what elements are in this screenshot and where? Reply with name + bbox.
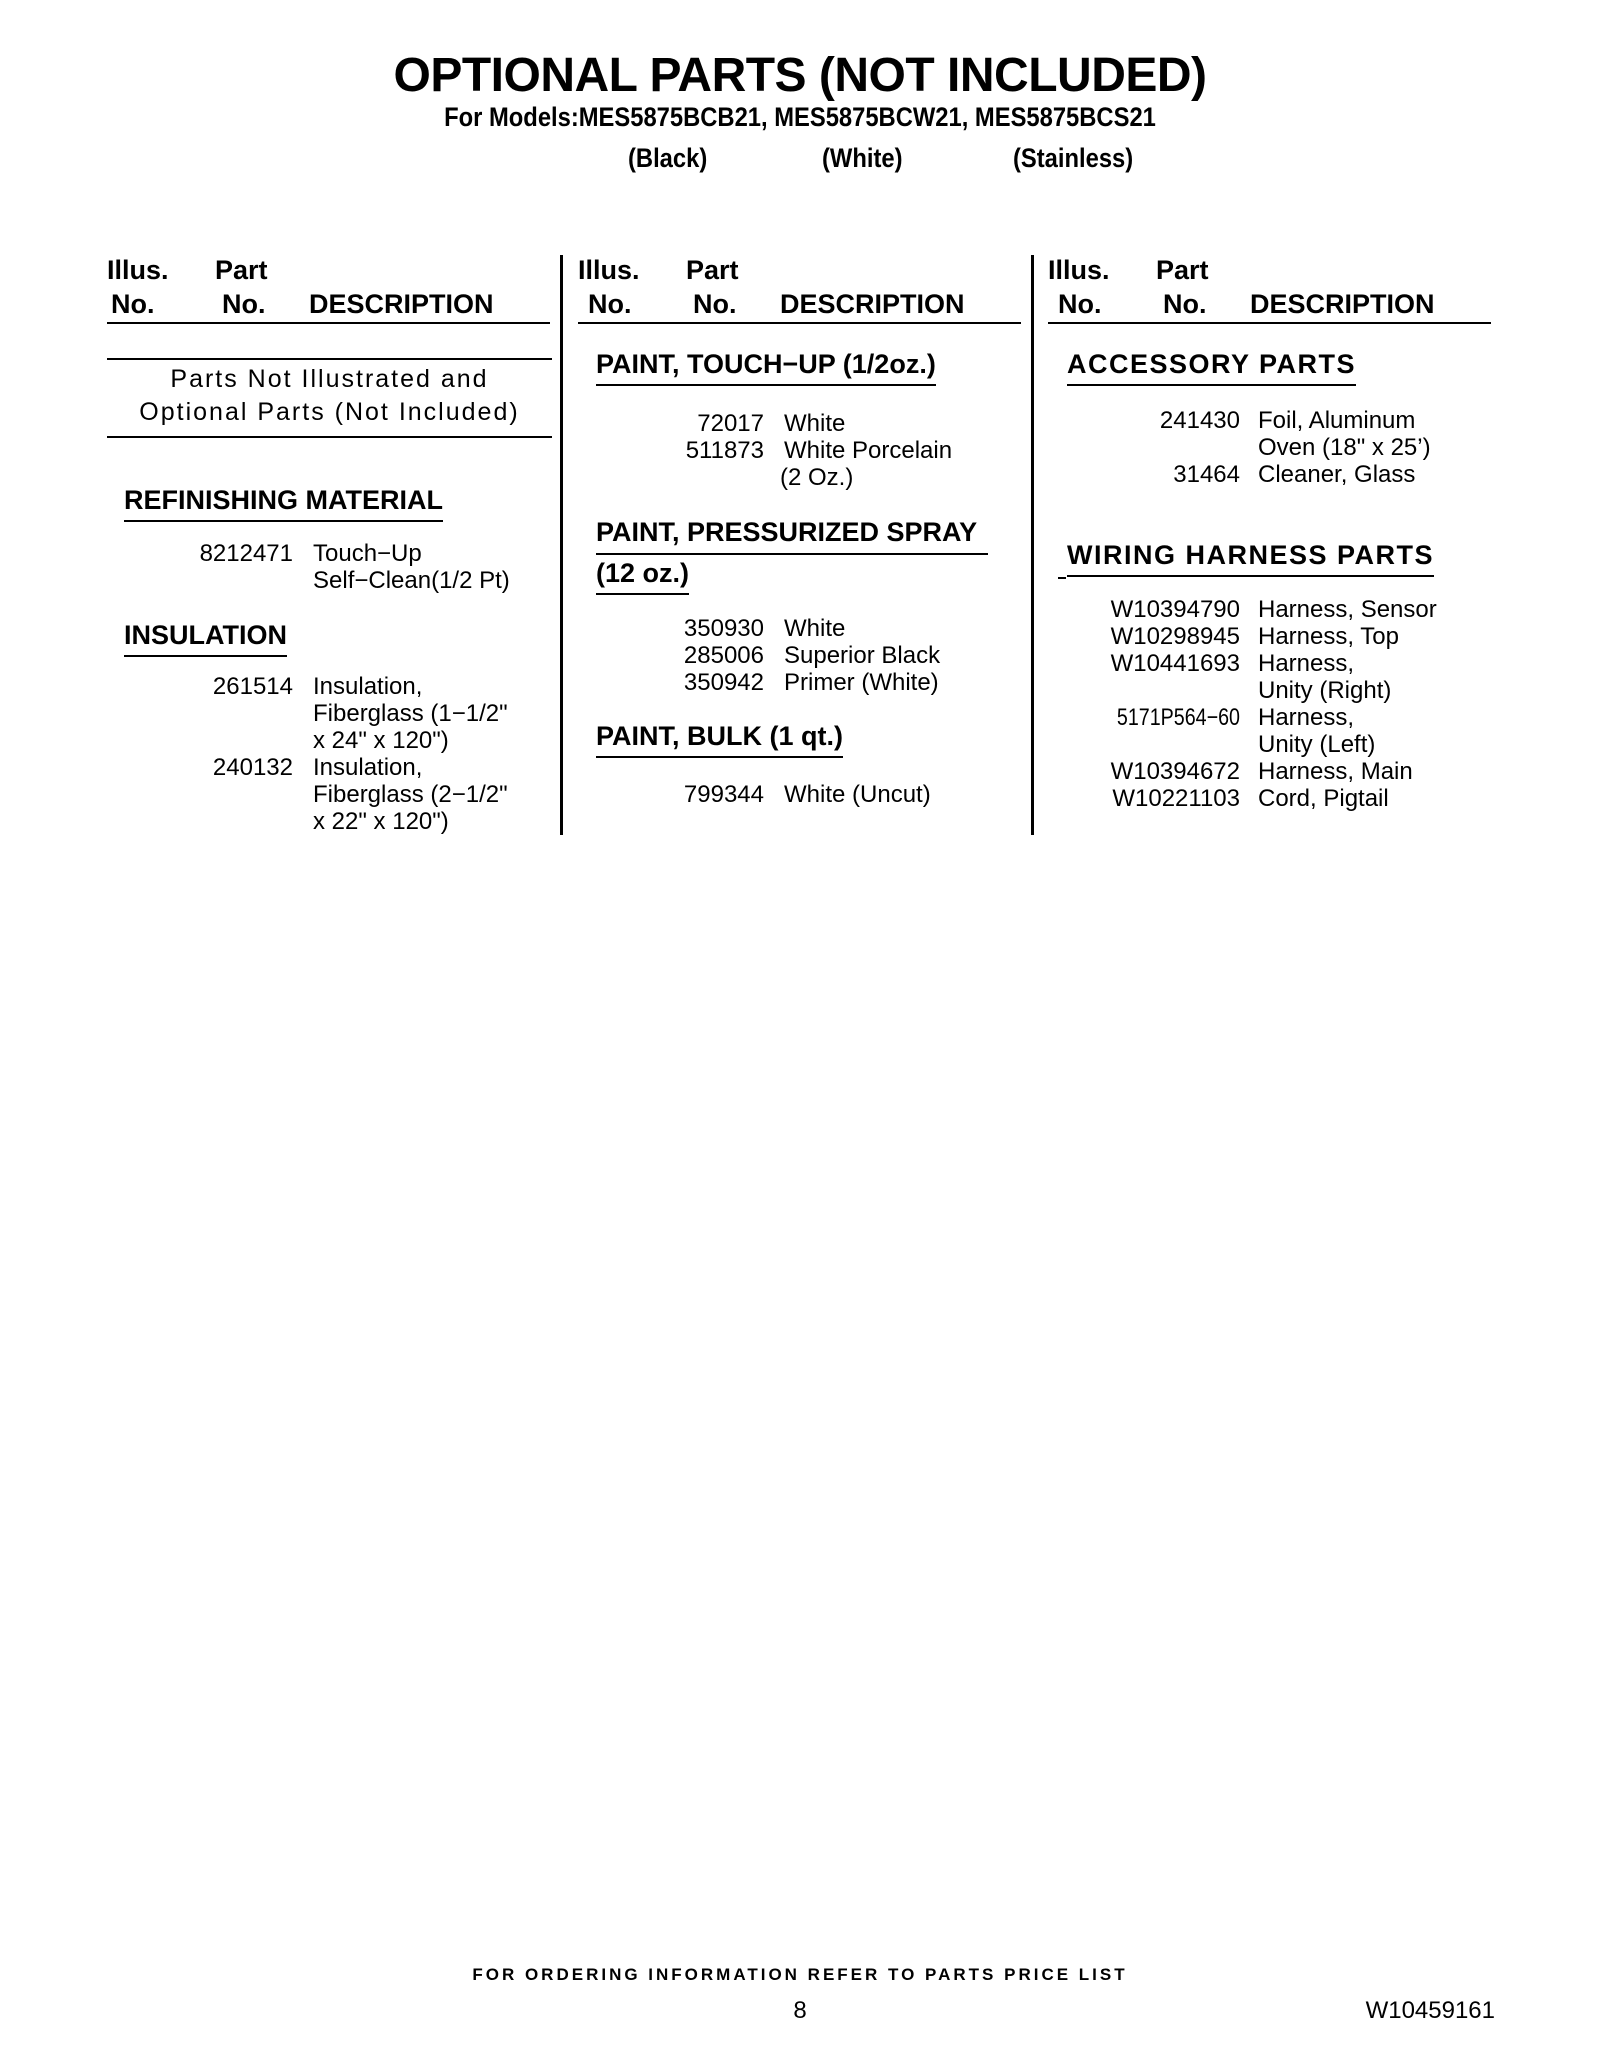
part-description: Insulation, [313,673,423,700]
column-divider [560,255,563,835]
part-description: Fiberglass (2−1/2" [313,781,508,808]
part-description: Cleaner, Glass [1258,461,1416,488]
part-number: 285006 [683,642,764,669]
header-rule [578,322,1021,324]
section-title: WIRING HARNESS PARTS [1067,542,1434,577]
color-stainless: (Stainless) [1013,143,1134,173]
part-description: White [784,410,846,437]
illus-header: Illus. [107,255,169,285]
part-description: Harness, Sensor [1258,596,1437,623]
section-title: INSULATION [124,622,287,657]
part-description: Harness, Main [1258,758,1413,785]
part-no-header: No. [693,289,737,319]
part-no-header: No. [222,289,266,319]
part-header: Part [686,255,739,285]
part-number: 511873 [685,437,764,464]
part-number: W10394672 [1110,758,1240,785]
parts-column-2 [578,255,1023,835]
illus-no-header: No. [1058,289,1102,319]
section-title: ACCESSORY PARTS [1067,351,1356,386]
section-title: PAINT, TOUCH−UP (1/2oz.) [596,351,936,386]
part-header: Part [215,255,268,285]
description-header: DESCRIPTION [309,289,494,319]
part-description: Cord, Pigtail [1258,785,1389,812]
part-description: White [784,615,846,642]
illus-no-header: No. [111,289,155,319]
note-top-rule [107,358,552,360]
part-description: White (Uncut) [784,781,931,808]
part-description: Oven (18" x 25’) [1258,434,1431,461]
color-black: (Black) [628,143,708,173]
part-number: W10441693 [1110,650,1240,677]
document-number: W10459161 [1365,1997,1495,2024]
description-header: DESCRIPTION [780,289,965,319]
part-number: W10394790 [1110,596,1240,623]
part-description: x 24" x 120") [313,727,449,754]
note-line-1: Parts Not Illustrated and [170,365,489,393]
section-title: REFINISHING MATERIAL [124,487,443,522]
part-number: 240132 [212,754,293,781]
header-rule [1048,322,1491,324]
description-header: DESCRIPTION [1250,289,1435,319]
header-rule [107,322,550,324]
part-number: 241430 [1159,407,1240,434]
part-description: Harness, [1258,704,1355,731]
note-bottom-rule [107,436,552,438]
part-description: Touch−Up [313,540,422,567]
page-title: OPTIONAL PARTS (NOT INCLUDED) [393,49,1207,102]
part-description: Harness, [1258,650,1355,677]
part-number: 5171P564−60 [1116,704,1240,731]
part-number: 72017 [697,410,764,437]
part-description: Self−Clean(1/2 Pt) [313,567,510,594]
part-description: White Porcelain [784,437,953,464]
illus-no-header: No. [588,289,632,319]
part-number: W10221103 [1112,785,1240,812]
part-number: 8212471 [199,540,293,567]
illus-header: Illus. [578,255,640,285]
part-description: x 22" x 120") [313,808,449,835]
parts-column-1 [107,255,552,835]
part-number: 350930 [683,615,764,642]
column-divider [1031,255,1034,835]
ordering-note: FOR ORDERING INFORMATION REFER TO PARTS PRICE LIST [472,1965,1128,1984]
section-title: PAINT, BULK (1 qt.) [596,723,843,758]
color-white: (White) [822,143,903,173]
part-description: Superior Black [784,642,941,669]
part-header: Part [1156,255,1209,285]
part-description: (2 Oz.) [780,464,854,491]
page-number: 8 [793,1997,807,2024]
part-description: Foil, Aluminum [1258,407,1416,434]
section-title-rule-lead [1058,577,1066,579]
part-description: Harness, Top [1258,623,1399,650]
section-title: PAINT, PRESSURIZED SPRAY [596,517,978,547]
note-line-2: Optional Parts (Not Included) [139,398,520,426]
part-description: Insulation, [313,754,423,781]
part-description: Primer (White) [784,669,939,696]
section-title-rule [596,553,988,555]
part-number: W10298945 [1110,623,1240,650]
part-description: Unity (Right) [1258,677,1392,704]
part-number: 799344 [683,781,764,808]
illus-header: Illus. [1048,255,1110,285]
models-subtitle: For Models:MES5875BCB21, MES5875BCW21, MES5875BCS21 [444,102,1156,132]
part-number: 261514 [212,673,293,700]
part-description: Unity (Left) [1258,731,1376,758]
part-number: 31464 [1173,461,1240,488]
section-title: (12 oz.) [596,560,689,595]
part-number: 350942 [683,669,764,696]
part-description: Fiberglass (1−1/2" [313,700,508,727]
parts-column-3 [1048,255,1493,835]
part-no-header: No. [1163,289,1207,319]
